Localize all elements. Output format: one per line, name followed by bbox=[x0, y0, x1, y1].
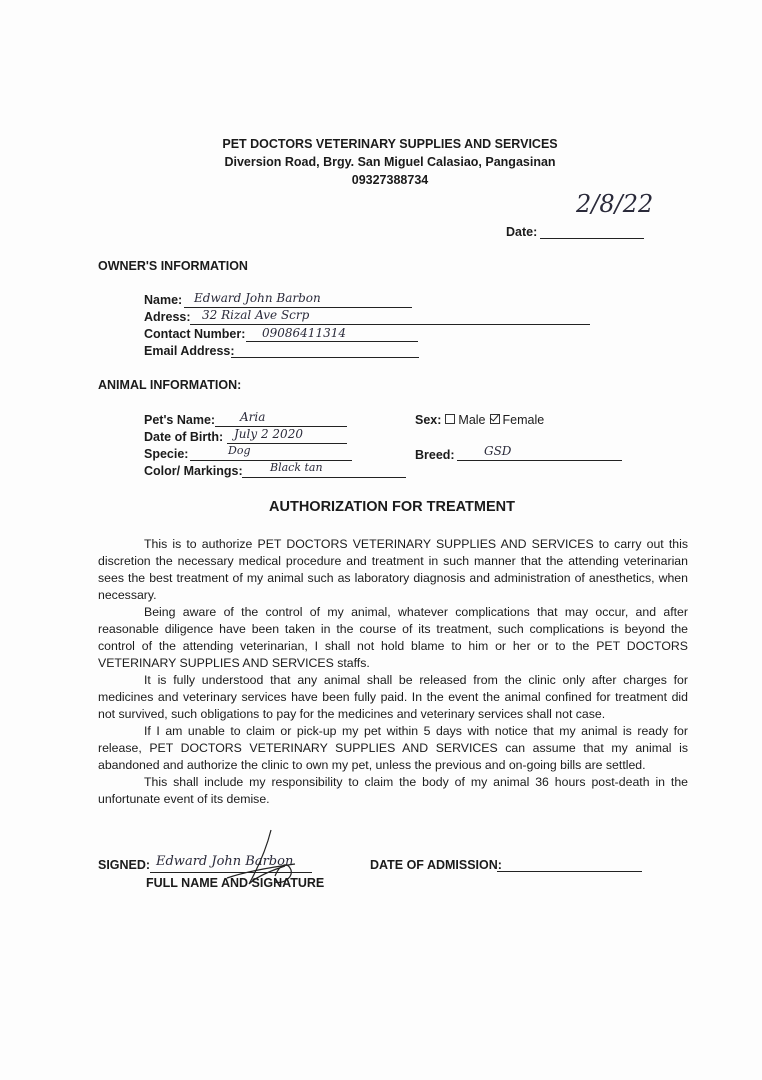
authorization-paragraph: If I am unable to claim or pick-up my pet within 5 days with notice that my animal is ready for release, PET DOCTORS VETERINARY SUPPLIES AND SERVICES can assume that my animal is abandoned and authorize the clinic to own my pet, unless the previous and on-going bills are settled. bbox=[98, 724, 688, 772]
admission-label: DATE OF ADMISSION: bbox=[370, 858, 502, 872]
authorization-paragraph: This shall include my responsibility to claim the body of my animal 36 hours post-death in the unfortunate event of its demise. bbox=[98, 775, 688, 806]
sex-male-checkbox[interactable] bbox=[445, 414, 455, 424]
color-line bbox=[242, 477, 406, 478]
owner-section-title: OWNER'S INFORMATION bbox=[98, 259, 248, 273]
authorization-body bbox=[98, 536, 688, 808]
pet-name-label: Pet's Name: bbox=[144, 413, 216, 427]
owner-email-line bbox=[231, 357, 419, 358]
admission-line bbox=[497, 871, 642, 872]
owner-name-field[interactable]: Edward John Barbon bbox=[194, 291, 321, 305]
sex-female-label: Female bbox=[502, 413, 545, 427]
business-phone: 09327388734 bbox=[351, 173, 429, 187]
sex-male-label: Male bbox=[458, 413, 486, 427]
owner-contact-line bbox=[246, 341, 418, 342]
owner-contact-field[interactable]: 09086411314 bbox=[262, 326, 346, 340]
color-field[interactable]: Black tan bbox=[270, 461, 323, 474]
date-label: Date: bbox=[506, 225, 538, 239]
color-label: Color/ Markings: bbox=[144, 464, 243, 478]
breed-line bbox=[457, 460, 622, 461]
signature-name-field[interactable]: Edward John Barbon bbox=[156, 854, 294, 869]
business-address: Diversion Road, Brgy. San Miguel Calasiao, Pangasinan bbox=[224, 155, 556, 169]
date-line bbox=[540, 238, 644, 239]
authorization-paragraph: It is fully understood that any animal shall be released from the clinic only after charges for medicines and veterinary services have been fully paid. In the event the animal confined for treatment did not survived, such obligations to pay for the medicines and veterinary services shall not case. bbox=[98, 673, 688, 721]
authorization-title: AUTHORIZATION FOR TREATMENT bbox=[269, 499, 515, 515]
sex-label: Sex: bbox=[415, 413, 442, 427]
dob-label: Date of Birth: bbox=[144, 430, 224, 444]
owner-email-label: Email Address: bbox=[144, 344, 235, 358]
authorization-paragraph: Being aware of the control of my animal, whatever complications that may occur, and after reasonable diligence have been taken in the course of its treatment, such complications is beyond the control of the attending veterinarian, I shall not hold blame to him or her or to the PET DOCTORS VETERINARY SUPPLIES AND SERVICES staffs. bbox=[98, 605, 688, 670]
breed-field[interactable]: GSD bbox=[484, 444, 512, 458]
owner-contact-label: Contact Number: bbox=[144, 327, 246, 341]
signed-label: SIGNED: bbox=[98, 858, 151, 872]
owner-address-field[interactable]: 32 Rizal Ave Scrp bbox=[202, 308, 310, 322]
date-value: 2/8/22 bbox=[576, 190, 654, 218]
authorization-paragraph: This is to authorize PET DOCTORS VETERINARY SUPPLIES AND SERVICES to carry out this discretion the necessary medical procedure and treatment in such manner that the attending veterinarian sees the best treatment of my animal such as laboratory diagnosis and administration of anesthetics, when necessary. bbox=[98, 537, 688, 602]
owner-address-label: Adress: bbox=[144, 310, 191, 324]
owner-address-line bbox=[190, 324, 590, 325]
animal-section-title: ANIMAL INFORMATION: bbox=[98, 378, 242, 392]
business-name: PET DOCTORS VETERINARY SUPPLIES AND SERVICES bbox=[222, 137, 558, 151]
signature-caption: FULL NAME AND SIGNATURE bbox=[146, 876, 325, 890]
sex-female-checkbox[interactable] bbox=[490, 414, 500, 424]
specie-field[interactable]: Dog bbox=[228, 444, 251, 457]
dob-field[interactable]: July 2 2020 bbox=[234, 427, 303, 441]
owner-name-label: Name: bbox=[144, 293, 183, 307]
sex-group bbox=[415, 413, 544, 427]
specie-label: Specie: bbox=[144, 447, 189, 461]
breed-label: Breed: bbox=[415, 448, 455, 462]
pet-name-field[interactable]: Aria bbox=[240, 410, 266, 424]
